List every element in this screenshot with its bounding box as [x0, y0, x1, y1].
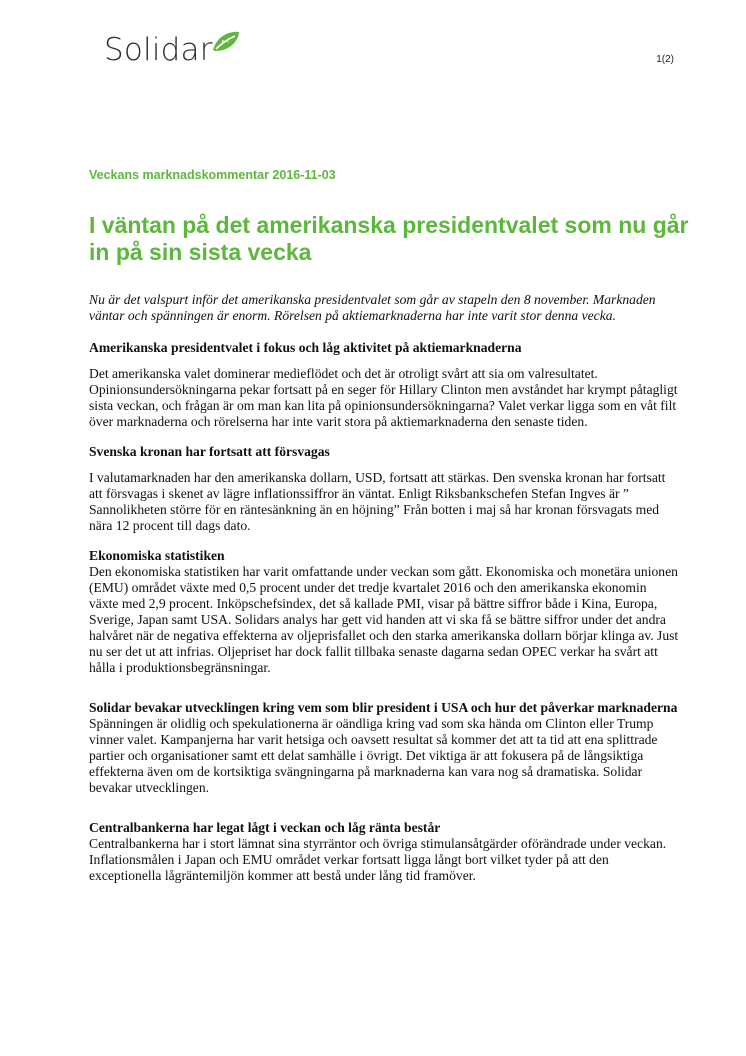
section-body: I valutamarknaden har den amerikanska dollarn, USD, fortsatt att stärkas. Den svenska kronan har fortsatt att försvagas i skenet av lägre inflationssiffror än väntat. Enligt Riksbankschefen Stefan Ingves är ” Sannolikheten större för en räntesänkning än en höjning” Från botten i maj så har kronan försvagats med nära 12 procent till dags dato.: [89, 470, 666, 533]
section-title: Amerikanska presidentvalet i fokus och låg aktivitet på aktiemarknaderna: [89, 340, 522, 355]
page-number: 1(2): [656, 54, 674, 65]
section-title: Ekonomiska statistiken: [89, 548, 225, 563]
section-title: Svenska kronan har fortsatt att försvagas: [89, 444, 330, 459]
section-title: Centralbankerna har legat lågt i veckan och låg ränta består: [89, 820, 441, 835]
section-body: Den ekonomiska statistiken har varit omfattande under veckan som gått. Ekonomiska och monetära unionen (EMU) området växte med 0,5 procent under det tredje kvartalet 2016 och den amerikanska ekonomin växte med 2,9 procent. Inköpschefsindex, det så kallade PMI, visar på bättre siffror både i Kina, Europa, Sverige, Japan samt USA. Solidars analys har gett vid handen att vi ska få se bättre siffror under det andra halvåret när de negativa effekterna av oljeprisfallet och den starka amerikanska dollarn börjar klinga av. Just nu ser det ut att infrias. Oljepriset har dock fallit tillbaka senaste dagarna sedan OPEC verkar ha svårt att hålla i produktionsbegränsningar.: [89, 564, 679, 675]
document-kicker: Veckans marknadskommentar 2016-11-03: [89, 168, 336, 182]
logo-text: Solidar: [104, 32, 213, 68]
section-body: Spänningen är olidlig och spekulationerna är oändliga kring vad som ska hända om Clinton eller Trump vinner valet. Kampanjerna har varit hetsiga och oavsett resultat så kommer det att ta tid att ena splittrade partier och organisationer samt ett delat samhälle i övrigt. Det viktiga är att fokusera på de långsiktiga effekterna även om de kortsiktiga svängningarna på marknaderna kan vara nog så dramatiska. Solidar bevakar utvecklingen.: [89, 716, 658, 795]
headline: I väntan på det amerikanska presidentvalet som nu går in på sin sista vecka: [89, 212, 689, 265]
section-title: Solidar bevakar utvecklingen kring vem som blir president i USA och hur det påverkar marknaderna: [89, 700, 678, 715]
section-body: Centralbankerna har i stort lämnat sina styrräntor och övriga stimulansåtgärder oförändrade under veckan. Inflationsmålen i Japan och EMU området verkar fortsatt ligga långt bort vilket tyder på att den exceptionella lågräntemiljön kommer att bestå under lång tid framöver.: [89, 836, 667, 883]
lead-paragraph: Nu är det valspurt inför det amerikanska presidentvalet som går av stapeln den 8 november. Marknaden väntar och spänningen är enorm. Rörelsen på aktiemarknaderna har inte varit stor denna vecka.: [89, 292, 656, 323]
section-body: Det amerikanska valet dominerar medieflödet och det är otroligt svårt att sia om valresultatet. Opinionsundersökningarna pekar fortsatt på en seger för Hillary Clinton men avståndet har krympt påtagligt sista veckan, och frågan är om man kan lita på opinionsundersökningarna? Valet verkar ligga som en våt filt över marknaderna och rörelserna har inte varit stora på aktiemarknaderna den senaste tiden.: [89, 366, 678, 429]
solidar-logo: [104, 30, 241, 68]
leaf-icon: [211, 30, 241, 54]
article-body: [89, 292, 679, 884]
